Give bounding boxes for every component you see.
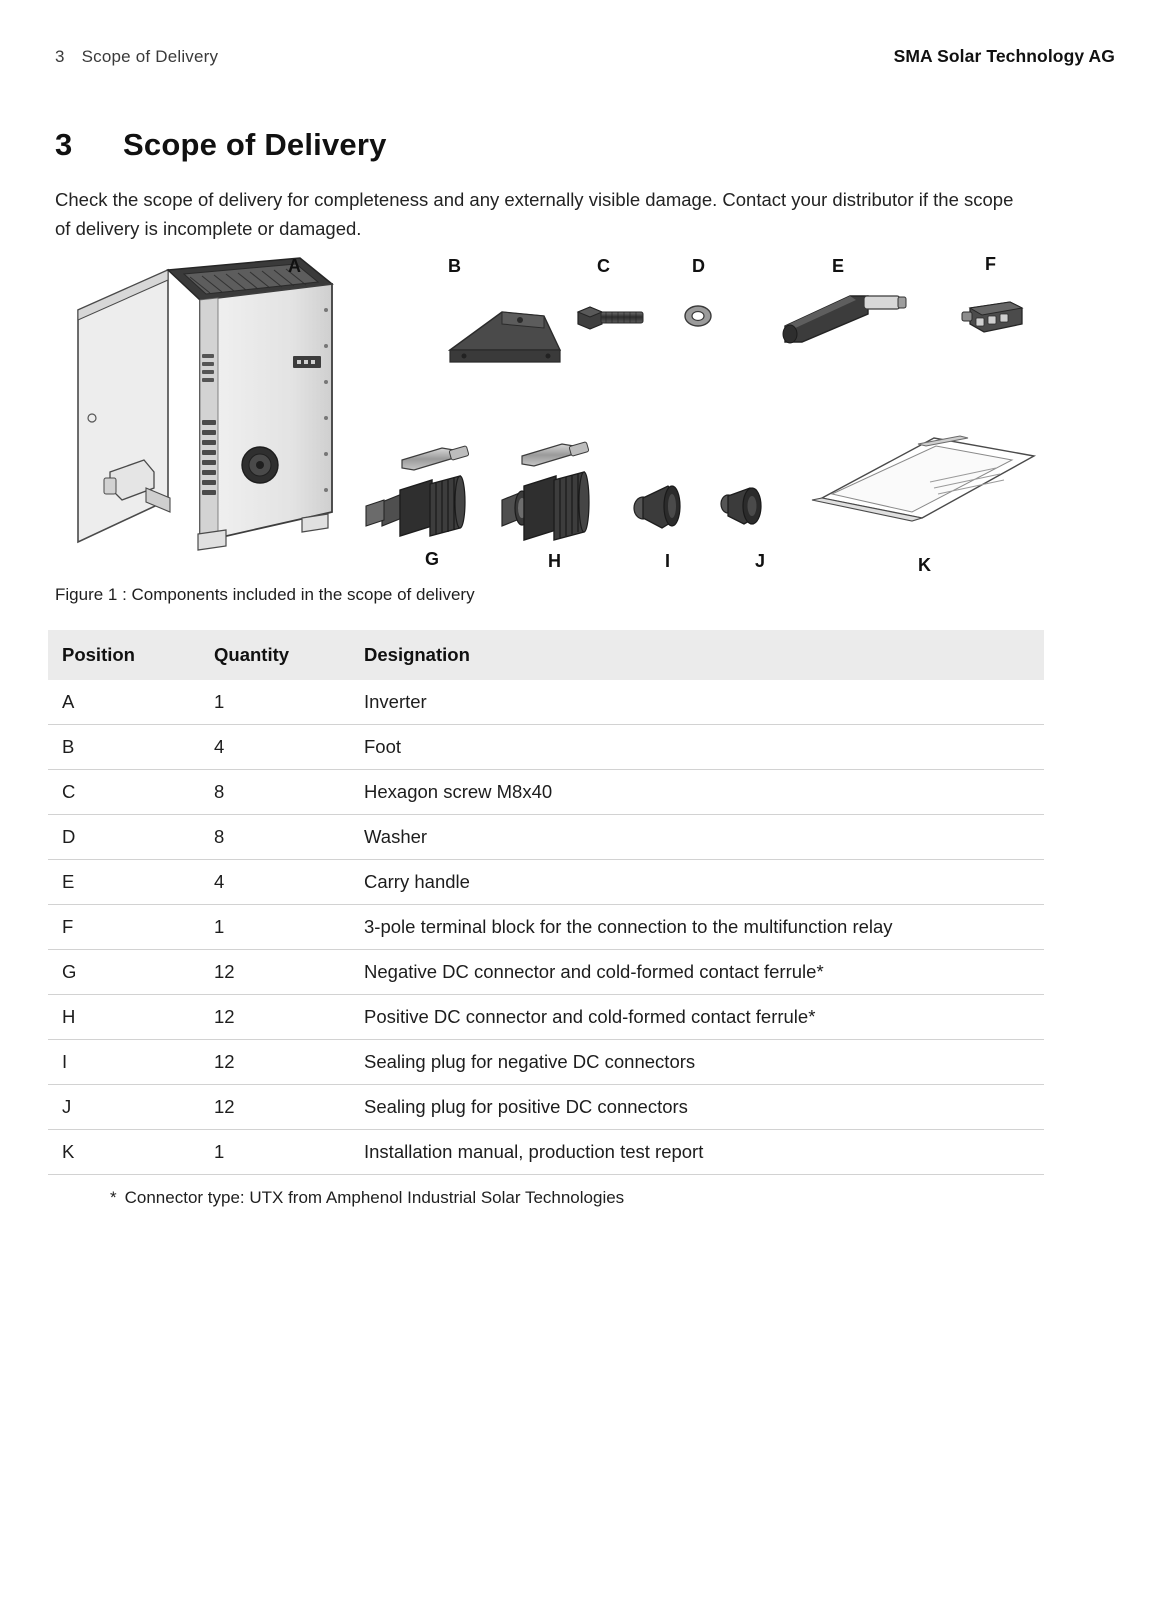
page-title-text: Scope of Delivery — [123, 127, 387, 162]
cell-designation: Carry handle — [350, 860, 1044, 905]
table-row — [48, 725, 1044, 770]
running-header-left — [55, 47, 218, 67]
running-header-company: SMA Solar Technology AG — [893, 46, 1115, 66]
figure-label-g: G — [425, 549, 440, 569]
figure-label-i: I — [665, 551, 671, 571]
sealing-plug-positive-illustration — [721, 488, 761, 524]
cell-quantity: 12 — [200, 995, 350, 1040]
cell-designation: Washer — [350, 815, 1044, 860]
cell-designation: Foot — [350, 725, 1044, 770]
sealing-plug-negative-illustration — [634, 486, 680, 528]
intro-paragraph: Check the scope of delivery for completeness and any externally visible damage. Contact your distributor if the scope of delivery is incomplete or damaged. — [55, 189, 1014, 239]
figure-label-b: B — [448, 256, 461, 276]
cell-quantity: 1 — [200, 680, 350, 725]
cell-position: H — [48, 995, 200, 1040]
cell-position: B — [48, 725, 200, 770]
running-header-section-number: 3 — [55, 47, 65, 66]
cell-quantity: 8 — [200, 815, 350, 860]
figure-caption: Figure 1 : Components included in the scope of delivery — [55, 585, 475, 604]
carry-handle-illustration — [783, 296, 906, 343]
figure-label-j: J — [755, 551, 766, 571]
cell-position: I — [48, 1040, 200, 1085]
cell-designation: Hexagon screw M8x40 — [350, 770, 1044, 815]
cell-quantity: 1 — [200, 1130, 350, 1175]
cell-designation: Inverter — [350, 680, 1044, 725]
table-row — [48, 950, 1044, 995]
figure-components — [50, 250, 1060, 580]
cell-quantity: 1 — [200, 905, 350, 950]
column-header-quantity: Quantity — [200, 630, 350, 680]
figure-label-c: C — [597, 256, 610, 276]
cell-quantity: 12 — [200, 1040, 350, 1085]
parts-table — [48, 630, 1044, 1175]
cell-position: K — [48, 1130, 200, 1175]
cell-quantity: 4 — [200, 860, 350, 905]
table-header-row — [48, 630, 1044, 680]
cell-designation: Sealing plug for positive DC connectors — [350, 1085, 1044, 1130]
figure-label-a: A — [288, 256, 301, 276]
footnote-marker: * — [110, 1188, 117, 1207]
figure-label-k: K — [918, 555, 931, 575]
column-header-position: Position — [48, 630, 200, 680]
washer-illustration — [685, 306, 711, 326]
table-row — [48, 815, 1044, 860]
cell-quantity: 12 — [200, 1085, 350, 1130]
cell-position: D — [48, 815, 200, 860]
figure-label-d: D — [692, 256, 705, 276]
cell-position: E — [48, 860, 200, 905]
cell-designation: Sealing plug for negative DC connectors — [350, 1040, 1044, 1085]
footnote — [110, 1188, 624, 1208]
inverter-illustration — [78, 258, 332, 550]
terminal-block-illustration — [962, 302, 1022, 332]
cell-designation: Installation manual, production test report — [350, 1130, 1044, 1175]
cell-quantity: 4 — [200, 725, 350, 770]
table-row — [48, 905, 1044, 950]
cell-quantity: 12 — [200, 950, 350, 995]
documents-illustration — [812, 436, 1034, 521]
page-title — [55, 127, 387, 163]
table-row — [48, 995, 1044, 1040]
figure-label-h: H — [548, 551, 561, 571]
figure-label-f: F — [985, 254, 996, 274]
running-header-section-title: Scope of Delivery — [81, 47, 219, 66]
table-row — [48, 860, 1044, 905]
cell-position: G — [48, 950, 200, 995]
cell-quantity: 8 — [200, 770, 350, 815]
column-header-designation: Designation — [350, 630, 1044, 680]
cell-designation: 3-pole terminal block for the connection to the multifunction relay — [350, 905, 1044, 950]
cell-designation: Negative DC connector and cold-formed contact ferrule* — [350, 950, 1044, 995]
table-row — [48, 1085, 1044, 1130]
figure-illustration — [50, 250, 1060, 580]
page-title-number: 3 — [55, 127, 73, 162]
table-row — [48, 680, 1044, 725]
positive-dc-connector-illustration — [502, 442, 589, 540]
cell-position: F — [48, 905, 200, 950]
table-row — [48, 1130, 1044, 1175]
cell-position: A — [48, 680, 200, 725]
figure-label-e: E — [832, 256, 845, 276]
foot-illustration — [450, 312, 560, 362]
negative-dc-connector-illustration — [366, 446, 469, 536]
cell-position: J — [48, 1085, 200, 1130]
cell-designation: Positive DC connector and cold-formed contact ferrule* — [350, 995, 1044, 1040]
cell-position: C — [48, 770, 200, 815]
running-header — [55, 46, 1115, 67]
table-row — [48, 770, 1044, 815]
footnote-text: Connector type: UTX from Amphenol Industrial Solar Technologies — [124, 1188, 625, 1207]
table-row — [48, 1040, 1044, 1085]
hexagon-screw-illustration — [578, 307, 643, 329]
